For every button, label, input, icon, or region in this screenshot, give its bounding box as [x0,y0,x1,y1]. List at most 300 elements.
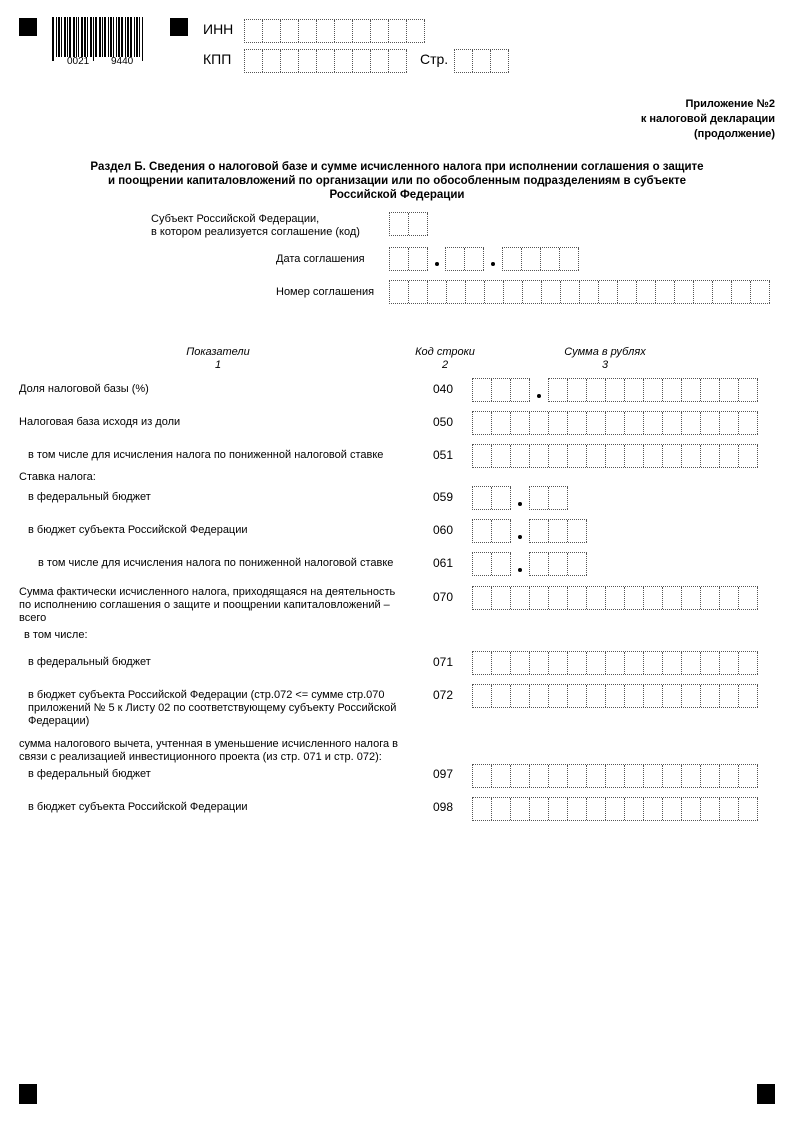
date-separator-dot [435,262,439,266]
char-cell[interactable] [409,281,428,303]
appendix-line-2: к налоговой декларации [640,113,775,125]
char-cell[interactable] [389,50,407,72]
char-cell[interactable] [644,587,663,609]
char-cell[interactable] [694,281,713,303]
row-label-060: в бюджет субъекта Российской Федерации [28,524,248,536]
char-cell[interactable] [663,765,682,787]
decimal-point-dot [518,502,522,506]
agreement-number-field[interactable] [389,280,770,304]
char-cell[interactable] [663,412,682,434]
char-cell[interactable] [739,652,758,674]
char-cell[interactable] [299,20,317,42]
barcode-bar [139,17,140,57]
char-cell[interactable] [473,587,492,609]
char-cell[interactable] [587,652,606,674]
char-cell[interactable] [625,652,644,674]
char-cell[interactable] [530,445,549,467]
corner-marker-bottom-right [757,1084,775,1104]
char-cell[interactable] [701,445,720,467]
row-051-field[interactable] [472,444,758,468]
subject-label-line-1: Субъект Российской Федерации, [151,213,320,225]
tax-rate-heading: Ставка налога: [19,471,96,483]
char-cell[interactable] [530,520,549,542]
char-cell[interactable] [625,587,644,609]
row-label-070-line-1: Сумма фактически исчисленного налога, приходящаяся на деятельность [19,586,396,598]
char-cell[interactable] [599,281,618,303]
char-cell[interactable] [492,652,511,674]
subject-label [151,213,360,239]
char-cell[interactable] [549,587,568,609]
char-cell[interactable] [317,20,335,42]
char-cell[interactable] [353,20,371,42]
char-cell[interactable] [473,520,492,542]
char-cell[interactable] [682,685,701,707]
row-code-061: 061 [433,556,454,570]
char-cell[interactable] [492,798,511,820]
char-cell[interactable] [263,50,281,72]
char-cell[interactable] [491,50,509,72]
row-040-integer-field[interactable] [472,378,530,402]
char-cell[interactable] [720,445,739,467]
char-cell[interactable] [245,20,263,42]
row-code-060: 060 [433,523,454,537]
char-cell[interactable] [720,652,739,674]
char-cell[interactable] [511,587,530,609]
char-cell[interactable] [447,281,466,303]
inn-field[interactable] [244,19,425,43]
row-label-051: в том числе для исчисления налога по пониженной налоговой ставке [28,449,384,461]
barcode-bar [87,17,88,57]
barcode-bar [67,17,68,57]
barcode-number-right: 9440 [111,56,134,67]
char-cell[interactable] [625,412,644,434]
char-cell[interactable] [523,281,542,303]
char-cell[interactable] [390,281,409,303]
char-cell[interactable] [549,798,568,820]
barcode-bar [61,17,62,57]
char-cell[interactable] [542,281,561,303]
barcode-bar [125,17,126,57]
char-cell[interactable] [606,765,625,787]
char-cell[interactable] [335,50,353,72]
char-cell[interactable] [549,379,568,401]
char-cell[interactable] [511,412,530,434]
char-cell[interactable] [530,553,549,575]
subject-code-field[interactable] [389,212,428,236]
column-header-3-number: 3 [601,359,609,371]
char-cell[interactable] [663,652,682,674]
barcode-bar [78,17,79,57]
barcode-bar [116,17,117,57]
row-097-field[interactable] [472,764,758,788]
corner-marker-top-mid [170,18,188,36]
row-label-071: в федеральный бюджет [28,656,151,668]
char-cell[interactable] [549,487,568,509]
barcode-bar [130,17,132,57]
char-cell[interactable] [504,281,523,303]
barcode-bar [56,17,57,57]
char-cell[interactable] [371,50,389,72]
kpp-label: КПП [203,51,232,67]
row-060-integer-field[interactable] [472,519,511,543]
char-cell[interactable] [625,445,644,467]
char-cell[interactable] [618,281,637,303]
char-cell[interactable] [409,248,428,270]
char-cell[interactable] [606,445,625,467]
char-cell[interactable] [682,652,701,674]
deduction-heading-line-1: сумма налогового вычета, учтенная в уменьшение исчисленного налога в [19,738,399,750]
char-cell[interactable] [492,520,511,542]
row-label-050: Налоговая база исходя из доли [19,416,181,428]
char-cell[interactable] [511,652,530,674]
char-cell[interactable] [473,652,492,674]
row-code-071: 071 [433,655,454,669]
char-cell[interactable] [568,445,587,467]
char-cell[interactable] [682,379,701,401]
char-cell[interactable] [580,281,599,303]
row-070-field[interactable] [472,586,758,610]
char-cell[interactable] [739,798,758,820]
char-cell[interactable] [606,652,625,674]
char-cell[interactable] [701,379,720,401]
char-cell[interactable] [371,20,389,42]
row-098-field[interactable] [472,797,758,821]
char-cell[interactable] [682,445,701,467]
char-cell[interactable] [568,798,587,820]
char-cell[interactable] [663,445,682,467]
char-cell[interactable] [720,798,739,820]
char-cell[interactable] [739,685,758,707]
char-cell[interactable] [644,445,663,467]
char-cell[interactable] [473,553,492,575]
section-title-line-2: и поощрении капиталовложений по организации или по обособленным подразделениям в субъекте [107,175,687,187]
char-cell[interactable] [606,379,625,401]
char-cell[interactable] [701,765,720,787]
char-cell[interactable] [473,412,492,434]
char-cell[interactable] [511,445,530,467]
row-code-072: 072 [433,688,454,702]
char-cell[interactable] [663,587,682,609]
char-cell[interactable] [446,248,465,270]
barcode-bar [69,17,71,57]
char-cell[interactable] [732,281,751,303]
row-code-059: 059 [433,490,454,504]
column-header-indicators [150,346,286,372]
barcode-bar [104,17,107,57]
char-cell[interactable] [409,213,428,235]
barcode-bar [118,17,120,57]
char-cell[interactable] [473,50,491,72]
barcode-bar [113,17,114,57]
date-separator-dot [491,262,495,266]
char-cell[interactable] [353,50,371,72]
barcode-bar [110,17,112,57]
date-year-field[interactable] [502,247,579,271]
column-header-2-title: Код строки [415,346,475,358]
appendix-line-1: Приложение №2 [685,98,775,110]
char-cell[interactable] [389,20,407,42]
char-cell[interactable] [606,685,625,707]
char-cell[interactable] [739,412,758,434]
column-header-3-title: Сумма в рублях [564,346,646,358]
barcode-number-left: 0021 [67,56,90,67]
char-cell[interactable] [560,248,579,270]
char-cell[interactable] [587,685,606,707]
char-cell[interactable] [713,281,732,303]
char-cell[interactable] [568,553,587,575]
row-061-integer-field[interactable] [472,552,511,576]
char-cell[interactable] [682,412,701,434]
including-heading: в том числе: [24,629,88,641]
char-cell[interactable] [701,798,720,820]
char-cell[interactable] [549,553,568,575]
char-cell[interactable] [720,379,739,401]
appendix-line-3: (продолжение) [694,128,775,140]
row-072-field[interactable] [472,684,758,708]
page-number-field[interactable] [454,49,509,73]
char-cell[interactable] [492,487,511,509]
char-cell[interactable] [549,412,568,434]
char-cell[interactable] [530,652,549,674]
char-cell[interactable] [281,50,299,72]
char-cell[interactable] [625,765,644,787]
row-060-fraction-field[interactable] [529,519,587,543]
char-cell[interactable] [428,281,447,303]
char-cell[interactable] [701,587,720,609]
column-header-line-code [405,346,485,372]
char-cell[interactable] [587,765,606,787]
appendix-heading [641,97,775,142]
char-cell[interactable] [701,685,720,707]
barcode-bar [52,17,54,61]
char-cell[interactable] [587,445,606,467]
row-code-040: 040 [433,382,454,396]
column-header-2-number: 2 [441,359,449,371]
char-cell[interactable] [281,20,299,42]
barcode-bar [90,17,92,57]
decimal-point-dot [518,535,522,539]
char-cell[interactable] [587,587,606,609]
char-cell[interactable] [568,587,587,609]
char-cell[interactable] [511,765,530,787]
char-cell[interactable] [492,587,511,609]
row-059-integer-field[interactable] [472,486,511,510]
row-code-051: 051 [433,448,454,462]
inn-label: ИНН [203,21,234,37]
agreement-number-label: Номер соглашения [276,286,375,298]
barcode-bar [102,17,103,57]
char-cell[interactable] [644,685,663,707]
date-day-field[interactable] [389,247,428,271]
section-title-line-3: Российской Федерации [329,189,465,201]
char-cell[interactable] [492,685,511,707]
row-label-070-line-3: всего [19,612,47,624]
char-cell[interactable] [751,281,770,303]
decimal-point-dot [518,568,522,572]
char-cell[interactable] [465,248,484,270]
char-cell[interactable] [682,587,701,609]
char-cell[interactable] [390,213,409,235]
char-cell[interactable] [656,281,675,303]
char-cell[interactable] [587,379,606,401]
char-cell[interactable] [663,685,682,707]
subject-label-line-2: в котором реализуется соглашение (код) [151,226,360,238]
char-cell[interactable] [541,248,560,270]
barcode-bar [76,17,77,57]
char-cell[interactable] [549,520,568,542]
date-month-field[interactable] [445,247,484,271]
char-cell[interactable] [492,553,511,575]
char-cell[interactable] [568,412,587,434]
char-cell[interactable] [263,20,281,42]
section-title [60,160,734,202]
barcode-bar [134,17,135,57]
row-040-fraction-field[interactable] [548,378,758,402]
row-code-050: 050 [433,415,454,429]
char-cell[interactable] [511,379,530,401]
kpp-field[interactable] [244,49,407,73]
char-cell[interactable] [299,50,317,72]
char-cell[interactable] [473,379,492,401]
column-header-amount [545,346,665,372]
row-061-fraction-field[interactable] [529,552,587,576]
barcode-bar [95,17,97,57]
char-cell[interactable] [701,652,720,674]
char-cell[interactable] [606,412,625,434]
char-cell[interactable] [625,379,644,401]
barcode-bar [136,17,138,57]
char-cell[interactable] [644,652,663,674]
char-cell[interactable] [561,281,580,303]
char-cell[interactable] [549,445,568,467]
char-cell[interactable] [644,379,663,401]
char-cell[interactable] [466,281,485,303]
section-title-line-1: Раздел Б. Сведения о налоговой базе и сумме исчисленного налога при исполнении соглашения о защите [90,161,704,173]
char-cell[interactable] [485,281,504,303]
corner-marker-top-left [19,18,37,36]
char-cell[interactable] [720,685,739,707]
char-cell[interactable] [492,765,511,787]
char-cell[interactable] [530,587,549,609]
row-071-field[interactable] [472,651,758,675]
barcode-bar [58,17,60,57]
column-header-1-number: 1 [214,359,222,371]
char-cell[interactable] [511,685,530,707]
char-cell[interactable] [492,412,511,434]
char-cell[interactable] [390,248,409,270]
char-cell[interactable] [549,685,568,707]
char-cell[interactable] [473,798,492,820]
char-cell[interactable] [675,281,694,303]
char-cell[interactable] [739,765,758,787]
row-label-040: Доля налоговой базы (%) [19,383,149,395]
corner-marker-bottom-left [19,1084,37,1104]
char-cell[interactable] [720,412,739,434]
barcode [52,17,144,61]
char-cell[interactable] [682,765,701,787]
row-label-072 [28,689,396,728]
char-cell[interactable] [644,765,663,787]
barcode-bar [81,17,83,57]
char-cell[interactable] [606,587,625,609]
char-cell[interactable] [644,412,663,434]
char-cell[interactable] [492,379,511,401]
char-cell[interactable] [568,765,587,787]
date-label: Дата соглашения [276,253,365,265]
char-cell[interactable] [720,587,739,609]
char-cell[interactable] [587,798,606,820]
row-code-070: 070 [433,590,454,604]
char-cell[interactable] [473,487,492,509]
char-cell[interactable] [663,798,682,820]
char-cell[interactable] [473,765,492,787]
char-cell[interactable] [720,765,739,787]
char-cell[interactable] [739,445,758,467]
char-cell[interactable] [549,765,568,787]
char-cell[interactable] [530,685,549,707]
char-cell[interactable] [637,281,656,303]
char-cell[interactable] [530,798,549,820]
char-cell[interactable] [625,685,644,707]
char-cell[interactable] [568,652,587,674]
char-cell[interactable] [473,445,492,467]
char-cell[interactable] [644,798,663,820]
char-cell[interactable] [503,248,522,270]
char-cell[interactable] [739,379,758,401]
row-label-070 [19,586,395,625]
barcode-bar [73,17,75,57]
barcode-bar [64,17,67,57]
page-label: Стр. [420,51,449,67]
row-label-059: в федеральный бюджет [28,491,151,503]
char-cell[interactable] [568,379,587,401]
row-059-fraction-field[interactable] [529,486,568,510]
char-cell[interactable] [455,50,473,72]
column-header-1-title: Показатели [186,346,250,358]
char-cell[interactable] [245,50,263,72]
char-cell[interactable] [682,798,701,820]
char-cell[interactable] [606,798,625,820]
char-cell[interactable] [701,412,720,434]
row-code-098: 098 [433,800,454,814]
char-cell[interactable] [530,765,549,787]
row-050-field[interactable] [472,411,758,435]
char-cell[interactable] [407,20,425,42]
barcode-bar [99,17,101,57]
char-cell[interactable] [625,798,644,820]
row-label-072-line-1: в бюджет субъекта Российской Федерации (стр.072 <= сумме стр.070 [28,689,385,701]
barcode-bar [108,17,109,57]
row-code-097: 097 [433,767,454,781]
row-label-098: в бюджет субъекта Российской Федерации [28,801,248,813]
char-cell[interactable] [317,50,335,72]
deduction-heading [19,738,398,764]
char-cell[interactable] [473,685,492,707]
char-cell[interactable] [492,445,511,467]
char-cell[interactable] [522,248,541,270]
char-cell[interactable] [511,798,530,820]
char-cell[interactable] [530,487,549,509]
char-cell[interactable] [568,685,587,707]
char-cell[interactable] [335,20,353,42]
char-cell[interactable] [549,652,568,674]
char-cell[interactable] [663,379,682,401]
char-cell[interactable] [530,412,549,434]
char-cell[interactable] [568,520,587,542]
char-cell[interactable] [739,587,758,609]
char-cell[interactable] [587,412,606,434]
decimal-point-dot [537,394,541,398]
